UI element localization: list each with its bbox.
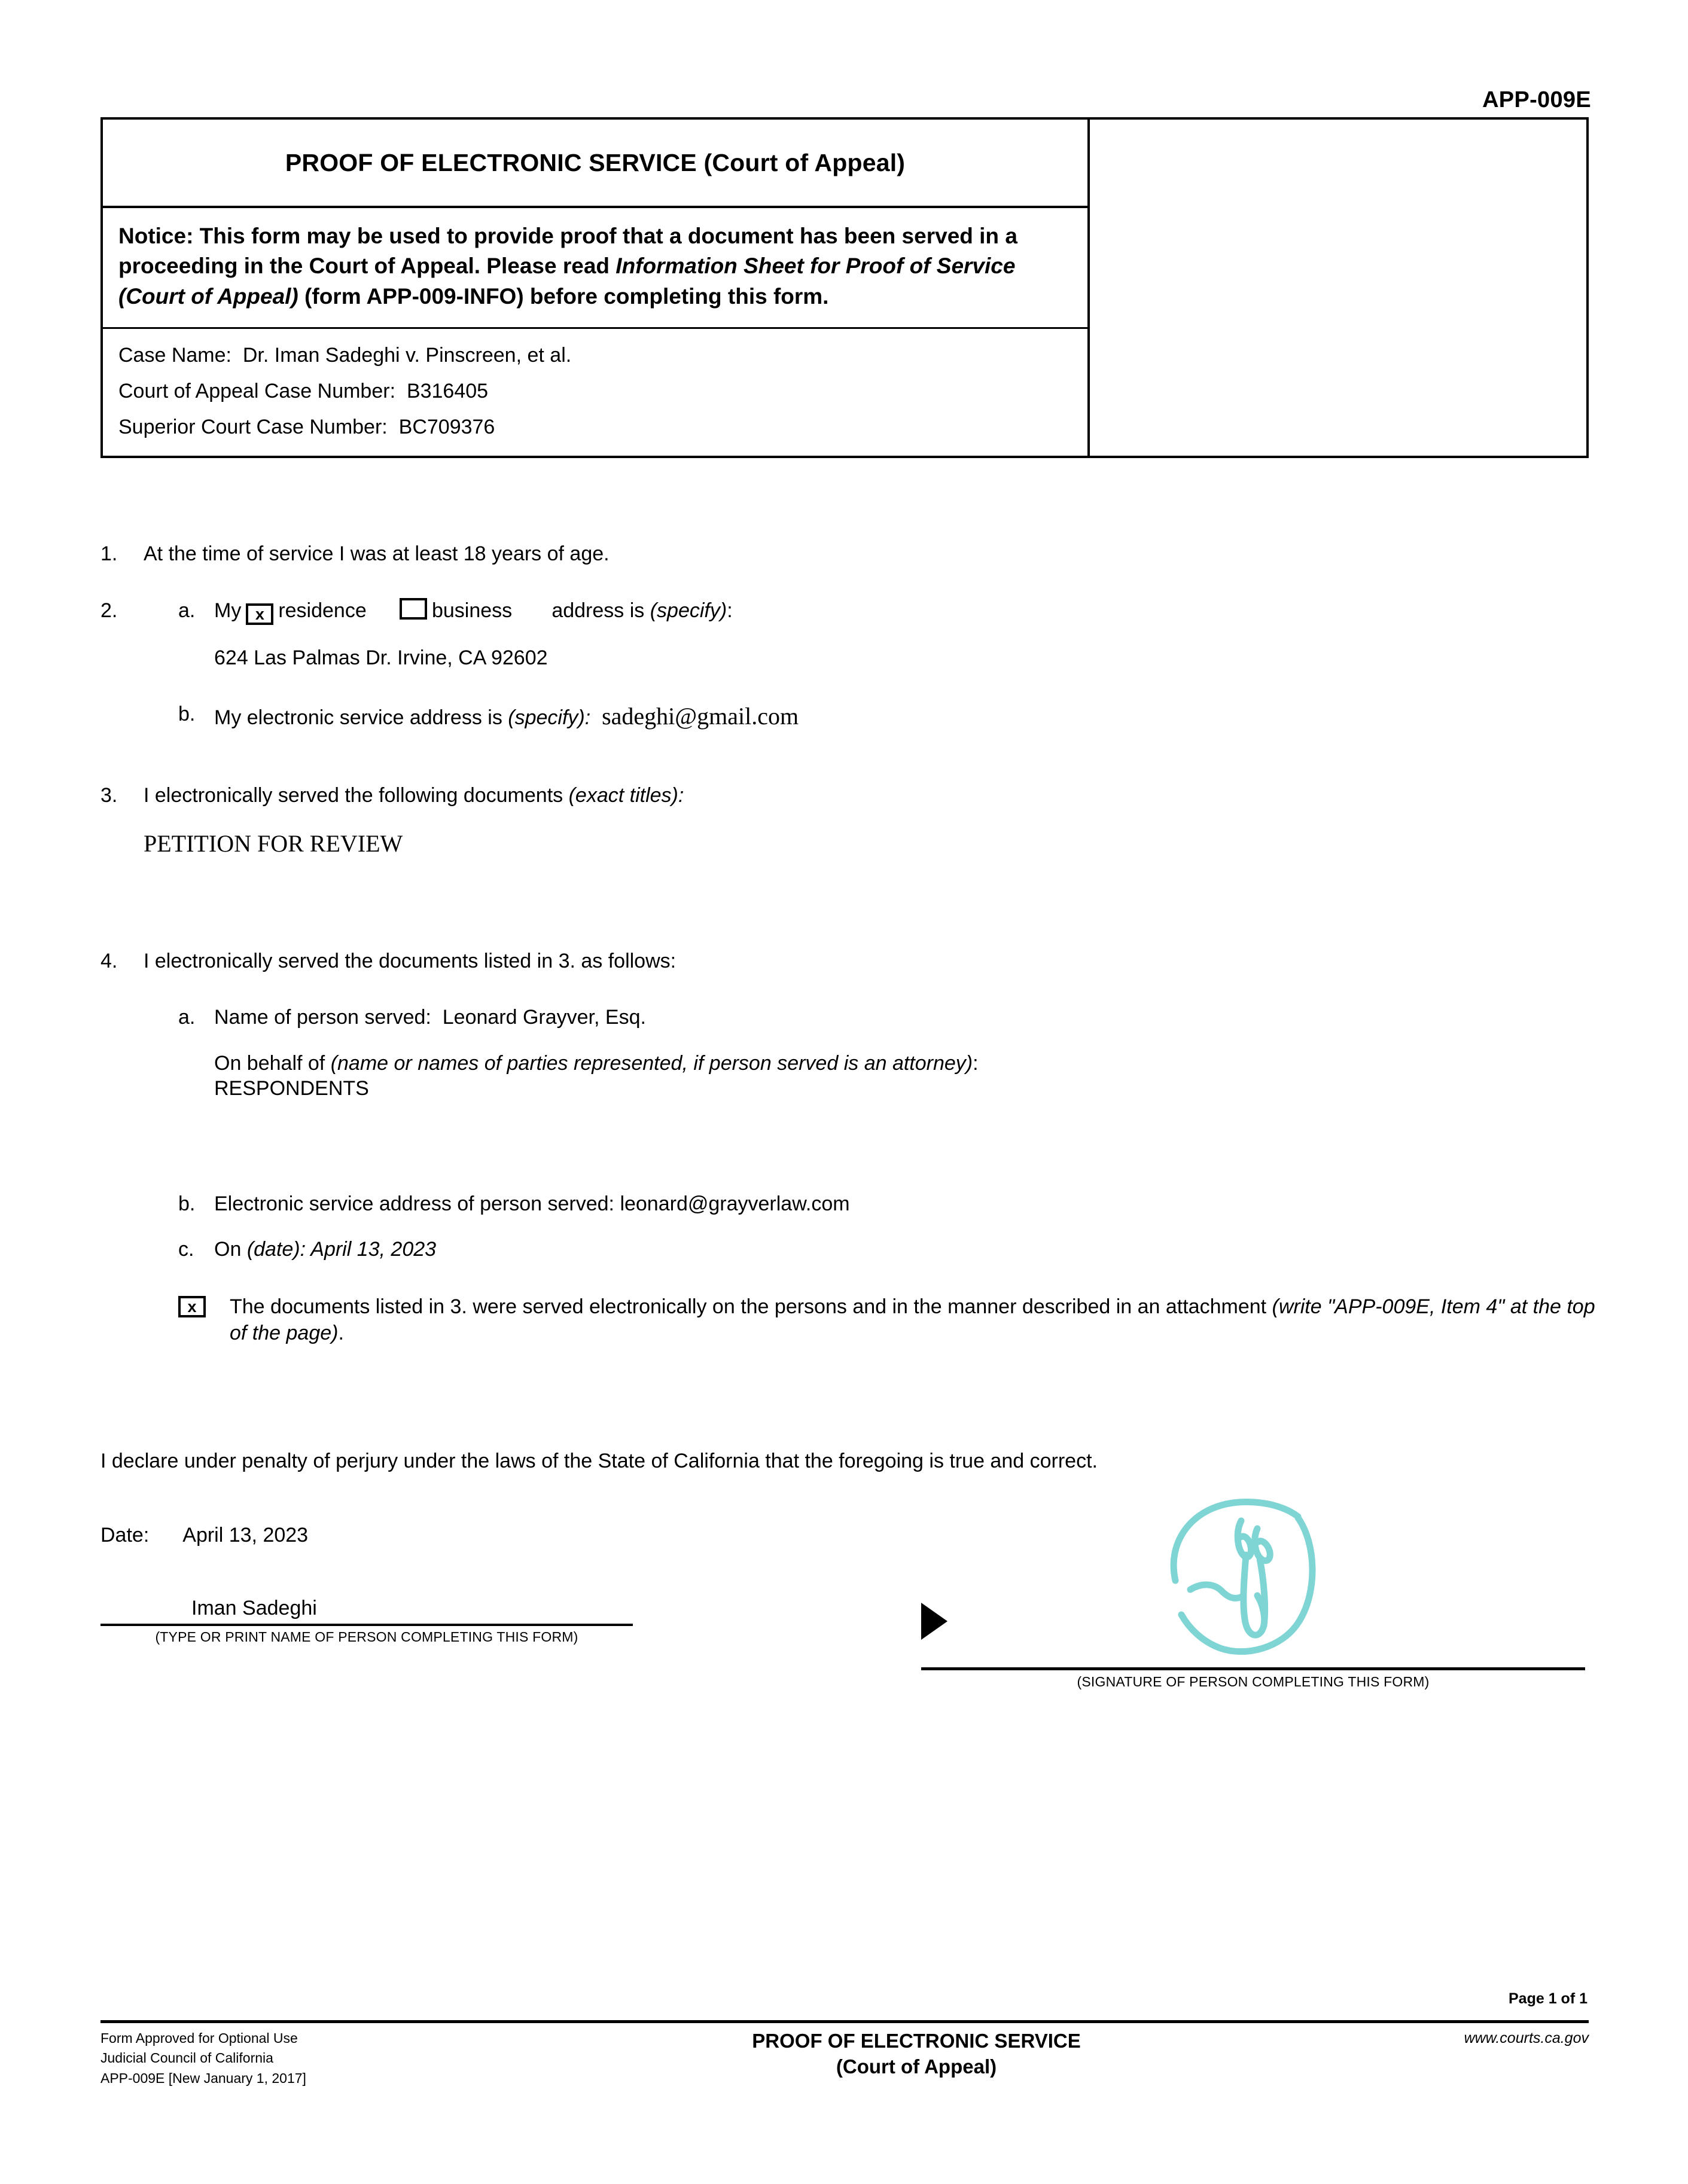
item-2a-line: My x residence business address is (specify): — [214, 599, 733, 622]
notice-part2: (form APP-009-INFO) before completing this form. — [298, 283, 829, 309]
attachment-main-text: The documents listed in 3. were served electronically on the persons and in the manner described in an attachment — [230, 1295, 1272, 1318]
superior-number-label: Superior Court Case Number: — [118, 415, 388, 438]
handwritten-signature-mark — [1119, 1488, 1334, 1667]
item-2b — [100, 701, 1596, 731]
item-3-line — [144, 784, 684, 807]
superior-number-value: BC709376 — [398, 415, 495, 438]
date-row — [100, 1524, 308, 1547]
item-3-hint: (exact titles): — [568, 784, 684, 807]
footer-approval-block — [100, 2029, 555, 2088]
item-2b-letter: b. — [178, 703, 196, 725]
printed-name-block — [100, 1597, 633, 1645]
person-served-value: Leonard Grayver, Esq. — [442, 1006, 646, 1029]
page-title: PROOF OF ELECTRONIC SERVICE (Court of Appeal) — [285, 148, 906, 176]
date-label: Date: — [100, 1524, 150, 1547]
spacer — [100, 731, 1596, 783]
footer-approved-line-2: Judicial Council of California — [100, 2050, 273, 2066]
spacer — [100, 625, 1596, 645]
attachment-item — [178, 1294, 1596, 1346]
footer-title-line-1: PROOF OF ELECTRONIC SERVICE — [752, 2030, 1081, 2052]
footer-title-block — [555, 2029, 1278, 2080]
on-date-value: (date): April 13, 2023 — [246, 1238, 437, 1261]
case-name-label: Case Name: — [118, 343, 231, 367]
spacer — [100, 809, 1596, 829]
on-date-label: On — [214, 1238, 242, 1261]
item-4a — [100, 1005, 1596, 1030]
address-label: address is — [552, 599, 645, 622]
item-4b — [100, 1191, 1596, 1217]
notice-cell — [103, 208, 1087, 329]
item-1 — [100, 541, 1596, 567]
business-checkbox[interactable] — [400, 598, 427, 620]
case-name-value: Dr. Iman Sadeghi v. Pinscreen, et al. — [242, 343, 572, 367]
served-documents-value: PETITION FOR REVIEW — [144, 829, 403, 857]
notice-part1: Notice: This form may be used to provide proof that a document has been served in a proceeding in the Court of Appeal. Please read — [118, 224, 1017, 279]
item-4c — [100, 1237, 1596, 1262]
spacer — [100, 1216, 1596, 1237]
spacer — [100, 1030, 1596, 1051]
signature-caption: (SIGNATURE OF PERSON COMPLETING THIS FORM) — [1077, 1674, 1430, 1689]
service-address-value: leonard@grayverlaw.com — [620, 1192, 850, 1215]
case-name-row — [118, 337, 1072, 373]
item-1-text: At the time of service I was at least 18 years of age. — [144, 542, 610, 565]
behalf-value: RESPONDENTS — [214, 1077, 369, 1100]
behalf-line: On behalf of (name or names of parties represented, if person served is an attorney): — [214, 1051, 979, 1075]
date-value: April 13, 2023 — [182, 1524, 309, 1547]
attachment-italic-2: "APP-009E, Item 4" at the top of the page) — [230, 1295, 1595, 1344]
superior-number-row — [118, 409, 1072, 445]
behalf-label: On behalf of — [214, 1051, 325, 1075]
item-4c-letter: c. — [178, 1238, 194, 1261]
header-table — [100, 117, 1589, 458]
item-2a-letter: a. — [178, 599, 196, 622]
item-2-number: 2. — [100, 599, 118, 622]
item-4-number: 4. — [100, 949, 118, 972]
header-left-column — [103, 120, 1090, 456]
item-4b-letter: b. — [178, 1192, 196, 1215]
residence-label: residence — [278, 599, 367, 622]
residence-checkbox[interactable]: x — [246, 603, 273, 625]
attachment-tail: . — [338, 1321, 344, 1344]
item-3 — [100, 783, 1596, 809]
my-label: My — [214, 599, 242, 622]
spacer — [100, 670, 1596, 701]
item-4a-letter: a. — [178, 1006, 196, 1029]
footer-rule — [100, 2020, 1589, 2023]
spacer — [100, 1262, 1596, 1294]
email-specify-hint: (specify): — [508, 706, 591, 729]
notice-text — [118, 221, 1072, 312]
item-1-number: 1. — [100, 542, 118, 565]
form-body — [100, 541, 1596, 1346]
page-number: Page 1 of 1 — [1509, 1990, 1588, 2007]
printed-name-value: Iman Sadeghi — [191, 1597, 317, 1619]
spacer — [100, 567, 1596, 598]
business-label: business — [431, 599, 513, 622]
spacer — [100, 859, 1596, 948]
item-2a — [100, 598, 1596, 625]
appeal-number-row — [118, 373, 1072, 409]
footer-title-line-2: (Court of Appeal) — [836, 2055, 997, 2078]
form-title-cell — [103, 120, 1087, 208]
item-4b-line — [214, 1192, 850, 1215]
signature-pointer-triangle — [921, 1603, 947, 1640]
item-4 — [100, 948, 1596, 974]
footer-approved-line-3: APP-009E [New January 1, 2017] — [100, 2070, 306, 2086]
spacer — [100, 1102, 1596, 1191]
item-4c-line — [214, 1238, 436, 1261]
item-3-documents-row — [100, 829, 1596, 859]
footer — [100, 2029, 1589, 2088]
item-3-text: I electronically served the following documents — [144, 784, 563, 807]
declaration-text: I declare under penalty of perjury under the laws of the State of California that the foregoing is true and correct. — [100, 1450, 1098, 1472]
court-stamp-box — [1090, 120, 1586, 456]
footer-approved-line-1: Form Approved for Optional Use — [100, 2030, 298, 2046]
appeal-number-label: Court of Appeal Case Number: — [118, 379, 396, 402]
spacer — [100, 974, 1596, 1005]
item-4-text: I electronically served the documents listed in 3. as follows: — [144, 949, 677, 972]
case-info-cell — [103, 329, 1087, 456]
attachment-checkbox[interactable]: x — [178, 1296, 206, 1317]
notice-italic-title: Information Sheet for Proof of Service (Court of Appeal) — [118, 254, 1016, 309]
person-served-label: Name of person served: — [214, 1006, 431, 1029]
signature-block — [921, 1488, 1585, 1690]
footer-website: www.courts.ca.gov — [1464, 2030, 1589, 2046]
email-value: sadeghi@gmail.com — [602, 703, 799, 730]
item-4a-behalf — [100, 1051, 1596, 1076]
address-specify-hint: (specify) — [650, 599, 727, 622]
email-label: My electronic service address is — [214, 706, 502, 729]
signature-graphic — [921, 1488, 1585, 1667]
item-4a-behalf-value-row — [100, 1076, 1596, 1102]
form-number: APP-009E — [1482, 87, 1591, 112]
item-2b-line — [214, 703, 799, 730]
attachment-text — [230, 1294, 1596, 1346]
item-2a-address — [100, 645, 1596, 671]
residence-address-value: 624 Las Palmas Dr. Irvine, CA 92602 — [214, 646, 548, 669]
attachment-italic-1: (write — [1272, 1295, 1322, 1318]
item-4a-line — [214, 1006, 646, 1029]
appeal-number-value: B316405 — [406, 379, 489, 402]
item-3-number: 3. — [100, 784, 118, 807]
service-address-label: Electronic service address of person served: — [214, 1192, 614, 1215]
printed-name-caption: (TYPE OR PRINT NAME OF PERSON COMPLETING THIS FORM) — [155, 1629, 578, 1645]
behalf-hint: (name or names of parties represented, if person served is an attorney) — [330, 1051, 973, 1075]
